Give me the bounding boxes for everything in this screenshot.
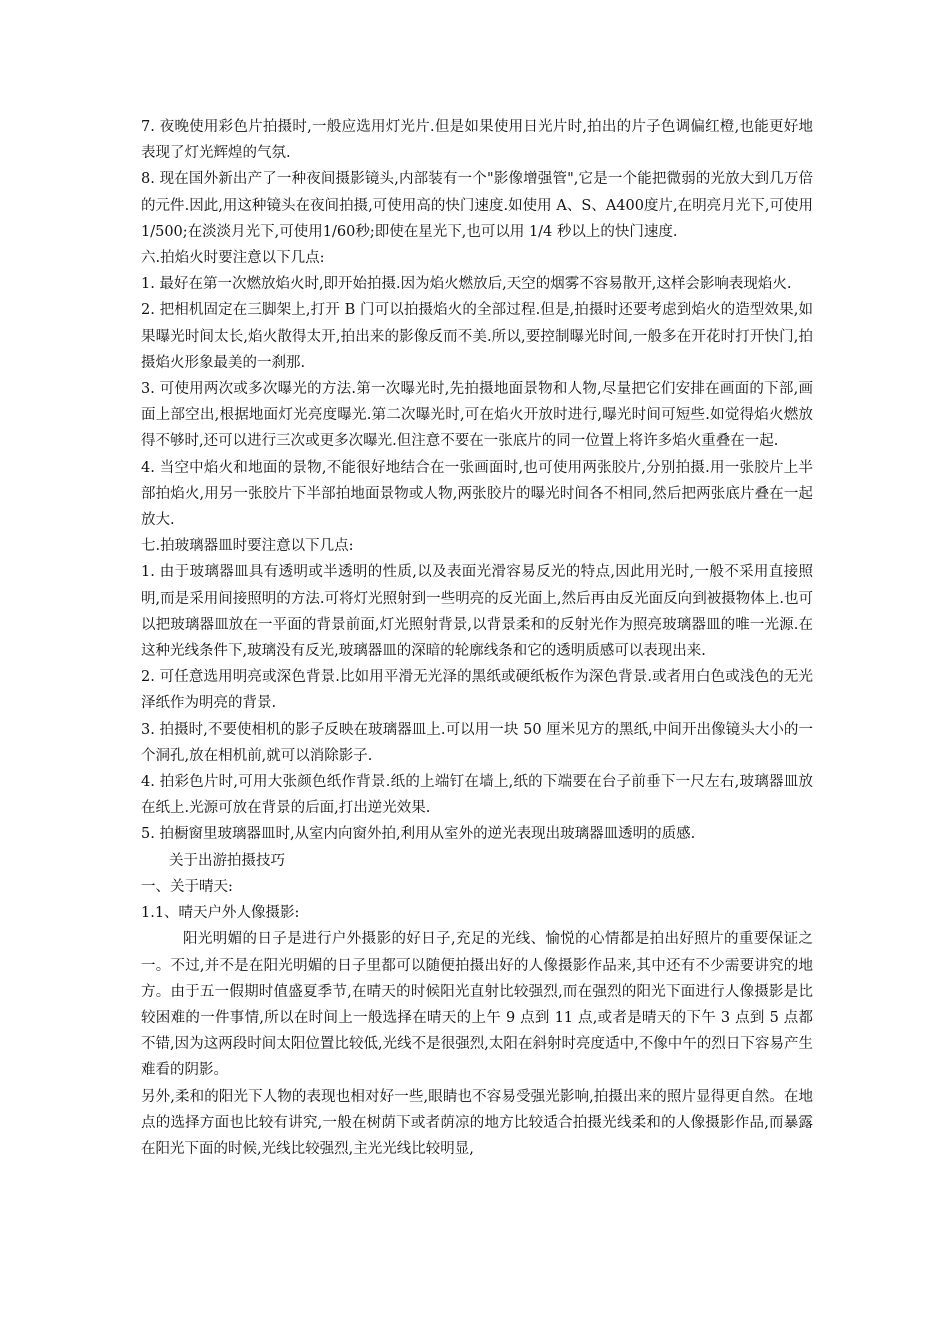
fireworks-tip-2: 2. 把相机固定在三脚架上,打开 B 门可以拍摄焰火的全部过程.但是,拍摄时还要考虑到焰火的造型效果,如果曝光时间太长,焰火散得太开,拍出来的影像反而不美.所以,要控制曝光时间,一般多在开花时打开快门,拍摄焰火形象最美的一刹那. — [141, 302, 814, 371]
glassware-tip-1: 1. 由于玻璃器皿具有透明或半透明的性质,以及表面光滑容易反光的特点,因此用光时,一般不采用直接照明,而是采用间接照明的方法.可将灯光照射到一些明亮的反光面上,然后再由反光面反向到被摄物体上.也可以把玻璃器皿放在一平面的背景前面,灯光照射背景,以背景柔和的反射光作为照亮玻璃器皿的唯一光源.在这种光线条件下,玻璃没有反光,玻璃器皿的深暗的轮廓线条和它的透明质感可以表现出来. — [141, 564, 813, 660]
glassware-tip-5: 5. 拍橱窗里玻璃器皿时,从室内向窗外拍,利用从室外的逆光表现出玻璃器皿透明的质感. — [141, 826, 696, 843]
article-title: 关于出游拍摄技巧 — [169, 852, 285, 869]
glassware-tip-4: 4. 拍彩色片时,可用大张颜色纸作背景.纸的上端钉在墙上,纸的下端要在台子前垂下一尺左右,玻璃器皿放在纸上.光源可放在背景的后面,打出逆光效果. — [141, 774, 813, 817]
body-paragraph-2: 另外,柔和的阳光下人物的表现也相对好一些,眼睛也不容易受强光影响,拍摄出来的照片显得更自然。在地点的选择方面也比较有讲究,一般在树荫下或者荫凉的地方比较适合拍摄光线柔和的人像摄影作品,而暴露在阳光下面的时候,光线比较强烈,主光光线比较明显, — [141, 1088, 813, 1157]
fireworks-tip-3: 3. 可使用两次或多次曝光的方法.第一次曝光时,先拍摄地面景物和人物,尽量把它们安排在画面的下部,画面上部空出,根据地面灯光亮度曝光.第二次曝光时,可在焰火开放时进行,曝光时间可短些.如觉得焰火燃放得不够时,还可以进行三次或更多次曝光.但注意不要在一张底片的同一位置上将许多焰火重叠在一起. — [141, 381, 813, 450]
subsection-heading-portrait: 1.1、晴天户外人像摄影: — [141, 905, 300, 922]
paragraph-night-color-film: 7. 夜晚使用彩色片拍摄时,一般应选用灯光片.但是如果使用日光片时,拍出的片子色调偏红橙,也能更好地表现了灯光辉煌的气氛. — [141, 119, 813, 162]
fireworks-tip-4: 4. 当空中焰火和地面的景物,不能很好地结合在一张画面时,也可使用两张胶片,分别拍摄.用一张胶片上半部拍焰火,用另一张胶片下半部拍地面景物或人物,两张胶片的曝光时间各不相同,然后把两张底片叠在一起放大. — [141, 459, 813, 529]
fireworks-tip-1: 1. 最好在第一次燃放焰火时,即开始拍摄.因为焰火燃放后,天空的烟雾不容易散开,这样会影响表现焰火. — [141, 276, 792, 293]
body-paragraph-1: 阳光明媚的日子是进行户外摄影的好日子,充足的光线、愉悦的心情都是拍出好照片的重要保证之一。不过,并不是在阳光明媚的日子里都可以随便拍摄出好的人像摄影作品来,其中还有不少需要讲究的地方。由于五一假期时值盛夏季节,在晴天的时候阳光直射比较强烈,而在强烈的阳光下面进行人像摄影是比较困难的一件事情,所以在时间上一般选择在晴天的上午 9 点到 11 点,或者是晴天的下午 3 点到 5 点都不错,因为这两段时间太阳位置比较低,光线不是很强烈,太阳在斜射时亮度适中,不像中午的烈日下容易产生难看的阴影。 — [141, 931, 813, 1079]
document-page — [141, 114, 813, 1162]
section-heading-glassware: 七.拍玻璃器皿时要注意以下几点: — [141, 538, 354, 555]
paragraph-night-lens: 8. 现在国外新出产了一种夜间摄影镜头,内部装有一个"影像增强管",它是一个能把微弱的光放大到几万倍的元件.因此,用这种镜头在夜间拍摄,可使用高的快门速度.如使用 A、S、A400度片,在明亮月光下,可使用1/500;在淡淡月光下,可使用1/60秒;即使在星光下,也可以用 1/4 秒以上的快门速度. — [141, 171, 813, 240]
section-heading-sunny: 一、关于晴天: — [141, 878, 233, 895]
glassware-tip-2: 2. 可任意选用明亮或深色背景.比如用平滑无光泽的黑纸或硬纸板作为深色背景.或者用白色或浅色的无光泽纸作为明亮的背景. — [141, 669, 813, 712]
section-heading-fireworks: 六.拍焰火时要注意以下几点: — [141, 250, 325, 267]
glassware-tip-3: 3. 拍摄时,不要使相机的影子反映在玻璃器皿上.可以用一块 50 厘米见方的黑纸,中间开出像镜头大小的一个洞孔,放在相机前,就可以消除影子. — [141, 721, 813, 764]
